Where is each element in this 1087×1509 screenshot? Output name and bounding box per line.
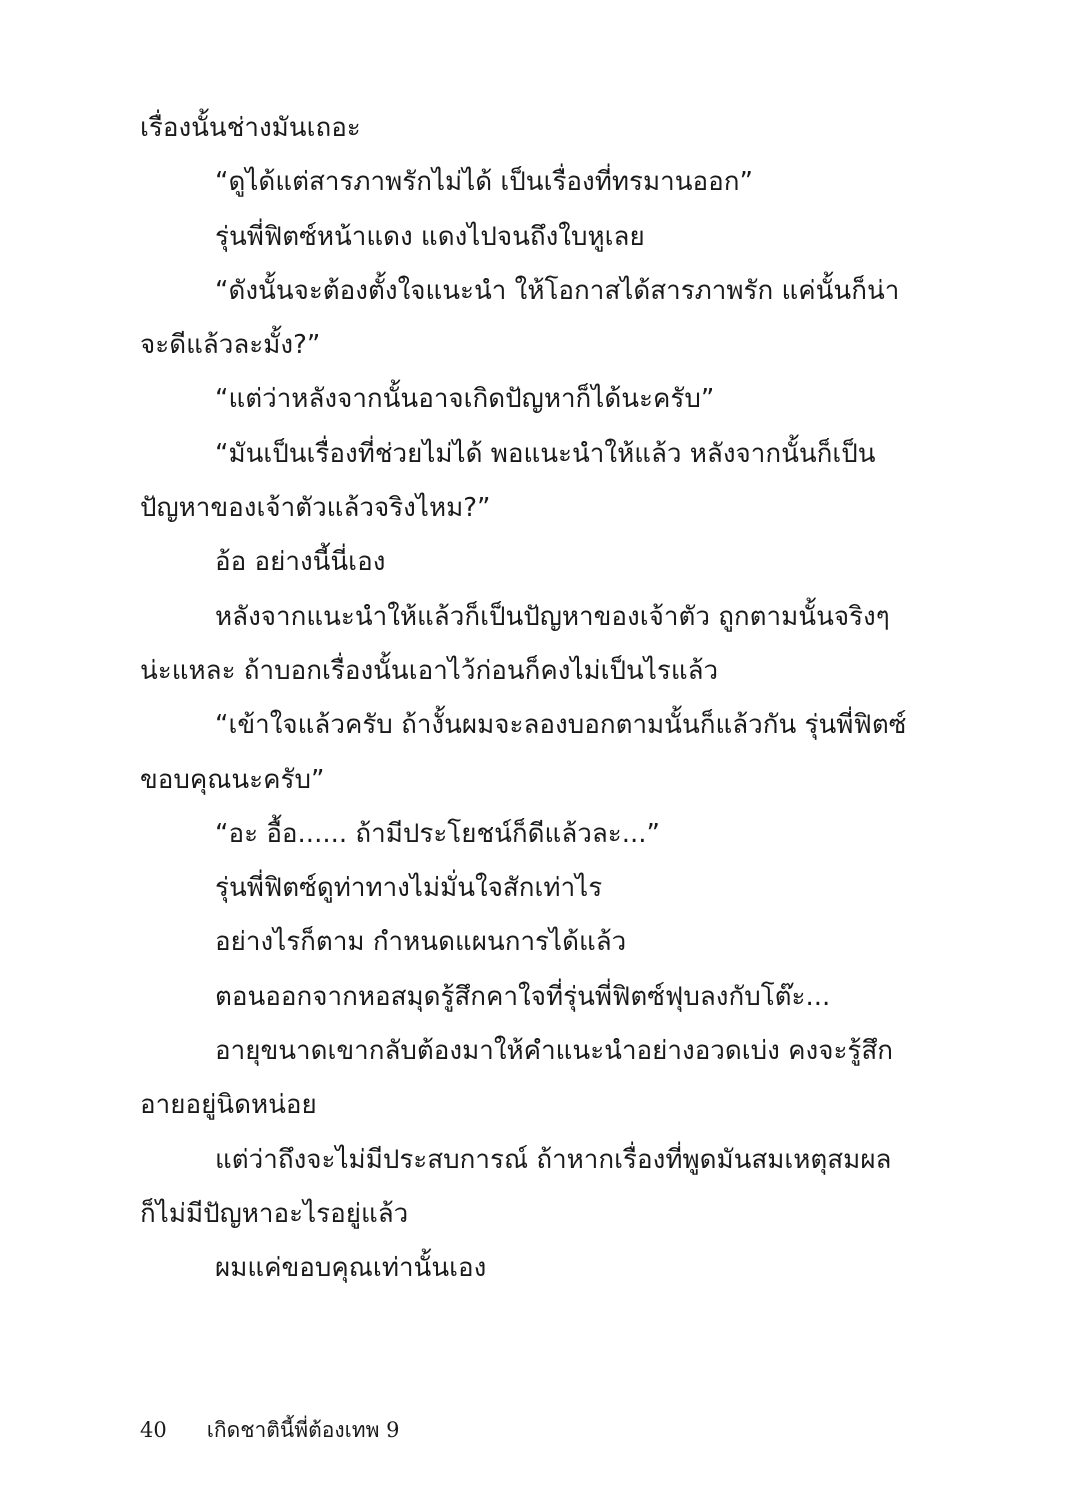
text-line: “มันเป็นเรื่องที่ช่วยไม่ได้ พอแนะนำให้แล้ว หลังจากนั้นก็เป็น <box>215 438 876 469</box>
body-text <box>140 101 907 1296</box>
text-line: รุ่นพี่ฟิตซ์ดูท่าทางไม่มั่นใจสักเท่าไร <box>215 873 603 904</box>
page-footer <box>140 1412 400 1448</box>
text-line: “เข้าใจแล้วครับ ถ้างั้นผมจะลองบอกตามนั้นก็แล้วกัน รุ่นพี่ฟิตซ์ <box>215 710 907 741</box>
text-line: ขอบคุณนะครับ” <box>140 764 325 795</box>
text-line: น่ะแหละ ถ้าบอกเรื่องนั้นเอาไว้ก่อนก็คงไม่เป็นไรแล้ว <box>140 655 719 686</box>
text-line: ตอนออกจากหอสมุดรู้สึกคาใจที่รุ่นพี่ฟิตซ์ฟุบลงกับโต๊ะ... <box>215 981 831 1012</box>
text-line: อย่างไรก็ตาม กำหนดแผนการได้แล้ว <box>215 927 627 958</box>
text-line: “แต่ว่าหลังจากนั้นอาจเกิดปัญหาก็ได้นะครับ” <box>215 384 715 415</box>
text-line: รุ่นพี่ฟิตซ์หน้าแดง แดงไปจนถึงใบหูเลย <box>215 221 645 252</box>
text-line: หลังจากแนะนำให้แล้วก็เป็นปัญหาของเจ้าตัว ถูกตามนั้นจริงๆ <box>215 601 890 632</box>
text-line: “ดูได้แต่สารภาพรักไม่ได้ เป็นเรื่องที่ทรมานออก” <box>215 167 753 198</box>
book-title: เกิดชาตินี้พี่ต้องเทพ 9 <box>206 1418 400 1442</box>
text-line: อายุขนาดเขากลับต้องมาให้คำแนะนำอย่างอวดเบ่ง คงจะรู้สึก <box>215 1036 894 1067</box>
text-line: อายอยู่นิดหน่อย <box>140 1090 317 1121</box>
text-line: อ้อ อย่างนี้นี่เอง <box>215 547 386 578</box>
text-line: จะดีแล้วละมั้ง?” <box>140 330 321 361</box>
page-number: 40 <box>140 1418 167 1442</box>
text-line: เรื่องนั้นช่างมันเถอะ <box>140 113 361 143</box>
text-line: ผมแค่ขอบคุณเท่านั้นเอง <box>215 1253 487 1284</box>
text-line: “ดังนั้นจะต้องตั้งใจแนะนำ ให้โอกาสได้สารภาพรัก แค่นั้นก็น่า <box>215 275 900 306</box>
text-line: ก็ไม่มีปัญหาอะไรอยู่แล้ว <box>140 1198 409 1229</box>
text-line: ปัญหาของเจ้าตัวแล้วจริงไหม?” <box>140 493 491 524</box>
text-line: แต่ว่าถึงจะไม่มีประสบการณ์ ถ้าหากเรื่องที่พูดมันสมเหตุสมผล <box>215 1144 892 1175</box>
text-line: “อะ อื้อ...... ถ้ามีประโยชน์ก็ดีแล้วละ...” <box>215 818 661 849</box>
